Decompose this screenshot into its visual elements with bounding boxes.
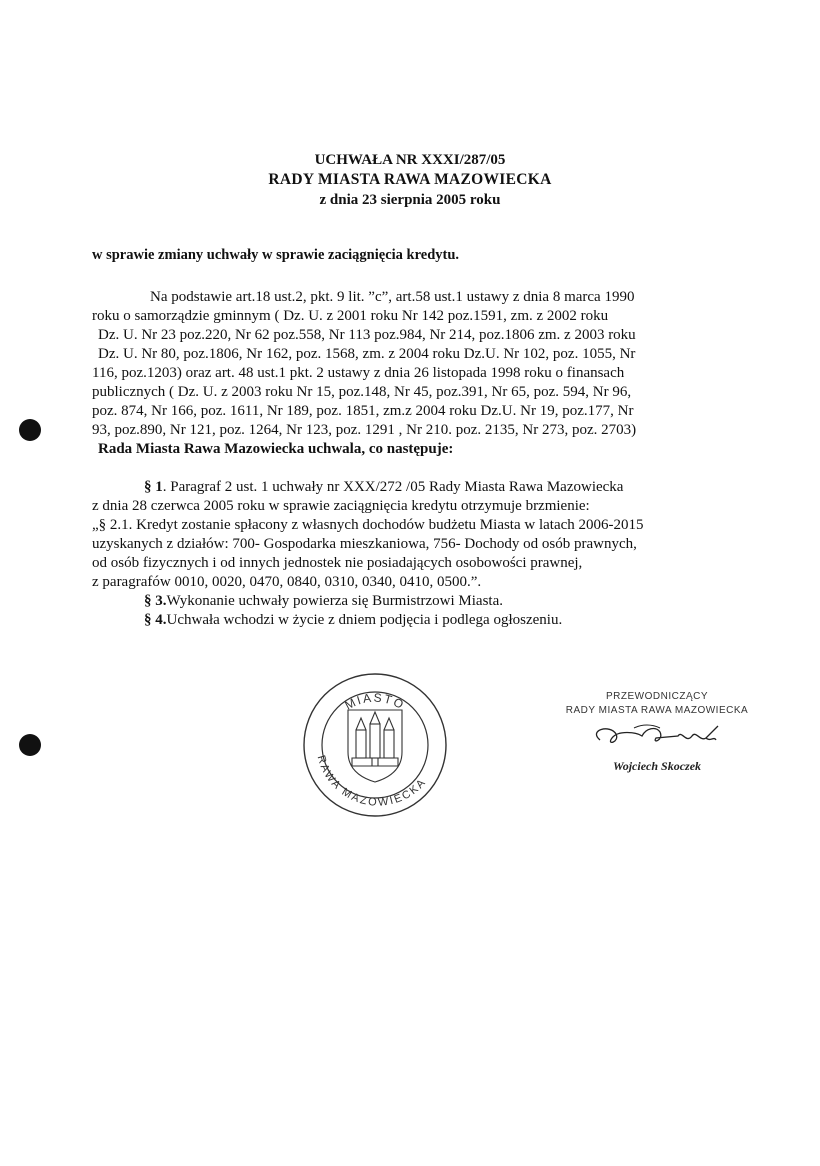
preamble-line: 116, poz.1203) oraz art. 48 ust.1 pkt. 2 ustawy z dnia 26 listopada 1998 roku o finansach [92,365,625,381]
subject-line: w sprawie zmiany uchwały w sprawie zaciągnięcia kredytu. [92,247,460,263]
seal-top-text: MIASTO [342,690,408,713]
signature-block [552,690,762,774]
preamble-line: 93, poz.890, Nr 121, poz. 1264, Nr 123, poz. 1291 , Nr 210. poz. 2135, Nr 273, poz. 2703) [92,422,637,438]
section-text: Uchwała wchodzi w życie z dniem podjęcia i podlega ogłoszeniu. [166,612,563,628]
signatory-council: RADY MIASTA RAWA MAZOWIECKA [565,705,749,716]
resolves-line: Rada Miasta Rawa Mazowiecka uchwala, co następuje: [98,441,454,457]
preamble-line: publicznych ( Dz. U. z 2003 roku Nr 15, poz.148, Nr 45, poz.391, Nr 65, poz. 594, Nr 96, [92,384,632,400]
preamble-line: Dz. U. Nr 80, poz.1806, Nr 162, poz. 1568, zm. z 2004 roku Dz.U. Nr 102, poz. 1055, Nr [98,346,636,362]
section-mark: § 3. [144,593,167,609]
handwritten-signature [582,718,732,752]
resolution-number: UCHWAŁA NR XXXI/287/05 [314,152,506,168]
section-mark: § 1 [144,479,163,495]
seal-bottom-text: RAWA MAZOWIECKA [314,753,429,809]
preamble-line: Na podstawie art.18 ust.2, pkt. 9 lit. ”c”, art.58 ust.1 ustawy z dnia 8 marca 1990 [150,289,635,305]
preamble [92,288,636,459]
section-text: od osób fizycznych i od innych jednostek nie posiadających osobowości prawnej, [92,555,583,571]
section-1 [92,478,644,630]
section-text: Wykonanie uchwały powierza się Burmistrzowi Miasta. [166,593,504,609]
svg-text:MIASTO [343,691,408,713]
coat-of-arms-icon [348,710,402,782]
document-header [0,150,820,210]
section-text: uzyskanych z działów: 700- Gospodarka mieszkaniowa, 756- Dochody od osób prawnych, [92,536,637,552]
city-seal-stamp [300,670,450,820]
council-name: RADY MIASTA RAWA MAZOWIECKA [268,171,552,188]
section-text: z paragrafów 0010, 0020, 0470, 0840, 0310, 0340, 0410, 0500.”. [92,574,482,590]
signatory-role: PRZEWODNICZĄCY [606,691,708,702]
section-mark: § 4. [144,612,167,628]
preamble-line: roku o samorządzie gminnym ( Dz. U. z 2001 roku Nr 142 poz.1591, zm. z 2002 roku [92,308,609,324]
preamble-line: poz. 874, Nr 166, poz. 1611, Nr 189, poz. 1851, zm.z 2004 roku Dz.U. Nr 19, poz.177, Nr [92,403,634,419]
preamble-line: Dz. U. Nr 23 poz.220, Nr 62 poz.558, Nr 113 poz.984, Nr 214, poz.1806 zm. z 2003 roku [98,327,636,343]
signatory-name: Wojciech Skoczek [612,759,702,773]
section-text: z dnia 28 czerwca 2005 roku w sprawie zaciągnięcia kredytu otrzymuje brzmienie: [92,498,590,514]
resolution-date: z dnia 23 sierpnia 2005 roku [319,192,501,208]
punch-hole [19,734,41,756]
section-text: . Paragraf 2 ust. 1 uchwały nr XXX/272 /05 Rady Miasta Rawa Mazowiecka [162,479,624,495]
section-text: „§ 2.1. Kredyt zostanie spłacony z własnych dochodów budżetu Miasta w latach 2006-2015 [92,517,644,533]
punch-hole [19,419,41,441]
